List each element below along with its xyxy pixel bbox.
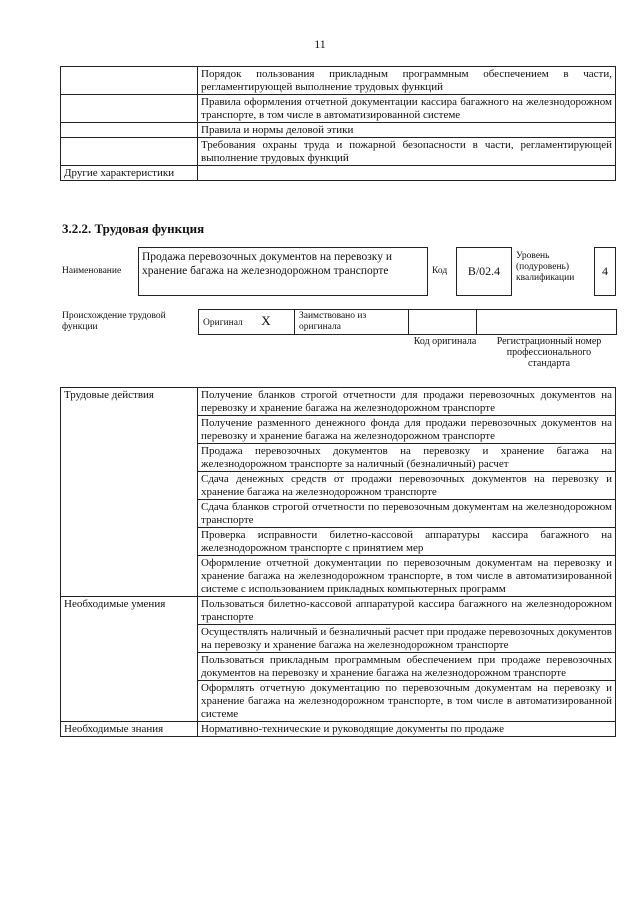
row-label-cell	[61, 138, 198, 166]
code-label: Код	[432, 266, 448, 276]
group-item: Получение бланков строгой отчетности для продажи перевозочных документов на перевозку и хранение багажа на железнодорожном транспорте	[198, 388, 616, 416]
level-value: 4	[602, 264, 608, 278]
group-item: Продажа перевозочных документов на перевозку и хранение багажа на железнодорожном транспорте за наличный (безналичный) расчет	[198, 444, 616, 472]
table-row	[61, 138, 616, 166]
level-label: Уровень (подуровень) квалификации	[516, 251, 575, 283]
table-row	[61, 388, 616, 416]
function-name-value: Продажа перевозочных документов на перевозку и хранение багажа на железнодорожном транспорте	[142, 251, 392, 277]
row-label-cell	[61, 123, 198, 138]
borrowed-label: Заимствовано из оригинала	[295, 310, 409, 335]
group-label: Необходимые знания	[61, 722, 198, 737]
table-row	[61, 123, 616, 138]
group-item: Сдача денежных средств от продажи перевозочных документов на перевозку и хранение багажа на железнодорожном транспорте	[198, 472, 616, 500]
original-code-cell	[409, 310, 477, 335]
group-item: Получение разменного денежного фонда для продажи перевозочных документов на перевозку и хранение багажа на железнодорожном транспорте	[198, 416, 616, 444]
table-row	[61, 67, 616, 95]
table-row	[61, 95, 616, 123]
registration-caption: Регистрационный номер профессионального стандарта	[496, 336, 602, 369]
group-item: Осуществлять наличный и безналичный расчет при продаже перевозочных документов на перевозку и хранение багажа на железнодорожном транспорте	[198, 625, 616, 653]
group-item: Нормативно-технические и руководящие документы по продаже	[198, 722, 616, 737]
row-label-cell	[61, 95, 198, 123]
row-label-cell	[61, 67, 198, 95]
group-label: Необходимые умения	[61, 597, 198, 722]
code-value: В/02.4	[467, 264, 501, 278]
group-item: Пользоваться билетно-кассовой аппаратурой кассира багажного на железнодорожном транспорте	[198, 597, 616, 625]
registration-number-cell	[477, 310, 617, 335]
group-item: Оформление отчетной документации по перевозочным документам на перевозку и хранение багажа на железнодорожном транспорте, в том числе в автоматизированной системе с использованием прикладных компьютерных программ	[198, 556, 616, 597]
section-title: 3.2.2. Трудовая функция	[62, 221, 205, 236]
code-box	[456, 247, 512, 296]
origin-label: Происхождение трудовой функции	[62, 311, 166, 332]
group-label: Трудовые действия	[61, 388, 198, 597]
function-name-box	[138, 247, 428, 296]
row-text-cell: Правила оформления отчетной документации кассира багажного на железнодорожном транспорте, в том числе в автоматизированной системе	[198, 95, 616, 123]
row-text-cell: Правила и нормы деловой этики	[198, 123, 616, 138]
code-caption: Код оригинала	[413, 336, 477, 347]
table-row	[61, 597, 616, 625]
original-mark: X	[261, 313, 271, 328]
page-number: 11	[314, 37, 326, 51]
group-item: Оформлять отчетную документацию по перевозочным документам на перевозку и хранение багажа на железнодорожном транспорте, в том числе в автоматизированной системе	[198, 681, 616, 722]
table-row	[61, 166, 616, 181]
group-item: Пользоваться прикладным программным обеспечением при продаже перевозочных документов на перевозку и хранение багажа на железнодорожном транспорте	[198, 653, 616, 681]
table-row	[61, 722, 616, 737]
level-box	[594, 247, 616, 296]
original-label: Оригинал	[203, 318, 243, 328]
row-text-cell: Порядок пользования прикладным программным обеспечением в части, регламентирующей выполнение трудовых функций	[198, 67, 616, 95]
row-text-cell	[198, 166, 616, 181]
name-label: Наименование	[62, 266, 122, 276]
origin-original-cell	[199, 310, 295, 335]
row-text-cell: Требования охраны труда и пожарной безопасности в части, регламентирующей выполнение трудовых функций	[198, 138, 616, 166]
group-item: Проверка исправности билетно-кассовой аппаратуры кассира багажного на железнодорожном транспорте с принятием мер	[198, 528, 616, 556]
origin-table	[198, 309, 617, 335]
top-table	[60, 66, 616, 181]
main-table	[60, 387, 616, 737]
row-label-cell: Другие характеристики	[61, 166, 198, 181]
group-item: Сдача бланков строгой отчетности по перевозочным документам на железнодорожном транспорте	[198, 500, 616, 528]
